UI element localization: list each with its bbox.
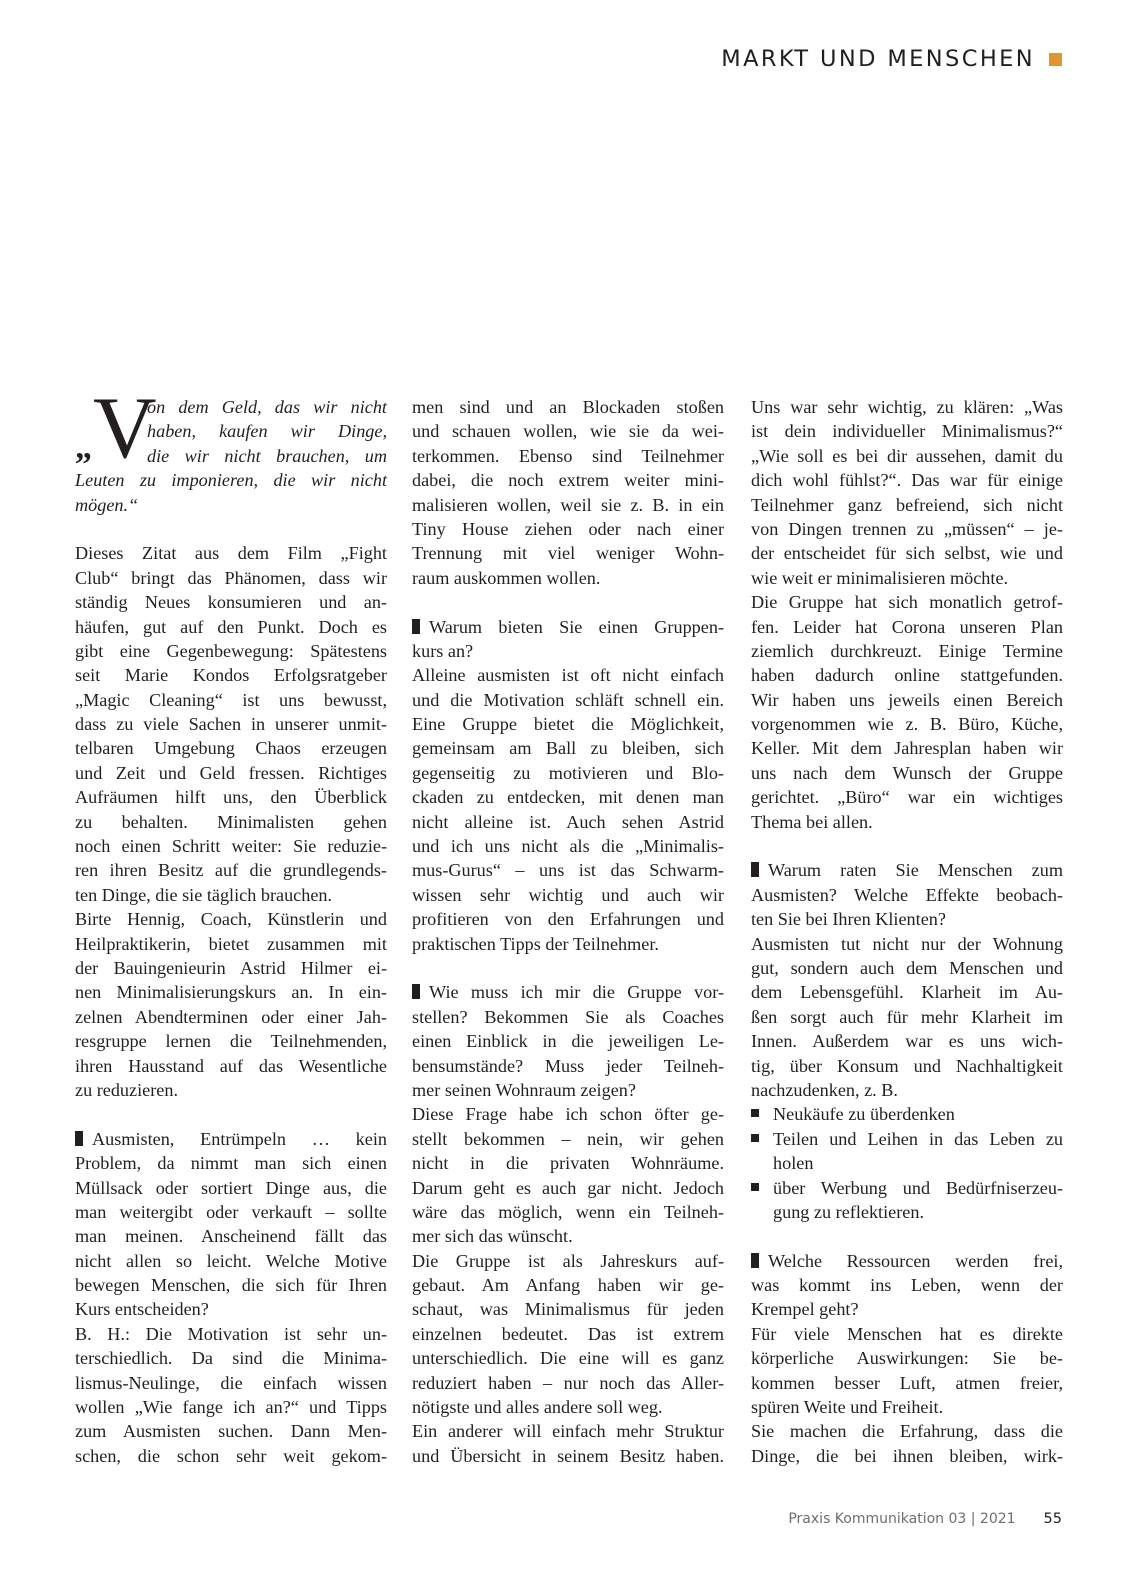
text-line: wollen „Wie fange ich an?“ und Tipps xyxy=(75,1397,387,1418)
text-line: Dinge, die bei ihnen bleiben, wirk- xyxy=(751,1445,1063,1466)
text-line: Kurs entscheiden? xyxy=(75,1299,209,1320)
bullet-list xyxy=(751,1102,1063,1224)
text-line: Alleine ausmisten ist oft nicht einfach xyxy=(412,665,724,686)
question-marker-icon xyxy=(412,619,420,634)
text-line: wissen sehr wichtig und auch wir xyxy=(412,884,724,905)
interview-answer-3b xyxy=(412,1249,724,1420)
text-line: „Magic Cleaning“ ist uns bewusst, xyxy=(75,689,387,710)
text-line: uns nach dem Wunsch der Gruppe xyxy=(751,762,1063,783)
text-line: und die Motivation schläft schnell ein. xyxy=(412,689,724,710)
question-marker-icon xyxy=(751,1253,759,1268)
text-line: dabei, die noch extrem weiter mini- xyxy=(412,470,724,491)
text-line: terkommen. Ebenso sind Teilnehmer xyxy=(412,445,724,466)
dropcap-block xyxy=(75,380,157,477)
text-line: zu reduzieren. xyxy=(75,1079,178,1100)
text-line: Heilpraktikerin, bietet zusammen mit xyxy=(75,933,387,954)
text-line: spüren Weite und Freiheit. xyxy=(751,1397,944,1418)
text-line: kurs an? xyxy=(412,640,474,661)
text-line: seit Marie Kondos Erfolgsratgeber xyxy=(75,665,387,686)
text-line: Keller. Mit dem Jahresplan haben wir xyxy=(751,738,1063,759)
question-marker-icon xyxy=(75,1131,83,1146)
text-line: gegenseitig zu motivieren und Blo- xyxy=(412,762,724,783)
text-line: tig, über Konsum und Nachhaltigkeit xyxy=(751,1055,1063,1076)
text-line: zum Ausmisten suchen. Dann Men- xyxy=(75,1421,387,1442)
interview-question-1 xyxy=(75,1127,387,1322)
text-line: Neukäufe zu überdenken xyxy=(773,1104,955,1125)
text-line: nen Minimalisierungskurs an. In ein- xyxy=(75,982,387,1003)
text-line: Teilnehmer ganz befreiend, sich nicht xyxy=(751,494,1063,515)
interview-question-4 xyxy=(751,858,1063,931)
text-line: der entscheidet für sich selbst, wie und xyxy=(751,543,1063,564)
text-line: ten Sie bei Ihren Klienten? xyxy=(751,909,946,930)
text-line: und Zeit und Geld fressen. Richtiges xyxy=(75,762,387,783)
text-line: resgruppe lernen die Teilnehmenden, xyxy=(75,1031,387,1052)
interview-answer-3e xyxy=(751,590,1063,834)
text-line: gebaut. Am Anfang haben wir ge- xyxy=(412,1275,724,1296)
text-line: mer seinen Wohnraum zeigen? xyxy=(412,1079,636,1100)
pull-quote xyxy=(75,380,387,517)
text-line: der Bauingenieurin Astrid Hilmer ei- xyxy=(75,957,387,978)
quote-line: die wir nicht brauchen, um xyxy=(147,445,387,466)
text-line: ren ihren Besitz auf die grundlegends- xyxy=(75,860,387,881)
text-line: über Werbung und Bedürfniserzeu- xyxy=(773,1177,1063,1198)
quote-line: haben, kaufen wir Dinge, xyxy=(147,421,387,442)
text-line: Warum bieten Sie einen Gruppen- xyxy=(429,616,724,637)
text-line: Problem, da nimmt man sich einen xyxy=(75,1153,387,1174)
text-line: ten Dinge, die sie täglich brauchen. xyxy=(75,884,333,905)
text-line: Aufräumen hilft uns, den Überblick xyxy=(75,787,387,808)
text-line: gemeinsam am Ball zu bleiben, sich xyxy=(412,738,724,759)
text-line: und schauen wollen, wie sie da wei- xyxy=(412,421,724,442)
text-line: nötigste und alles andere soll weg. xyxy=(412,1397,663,1418)
text-line: Sie machen die Erfahrung, dass die xyxy=(751,1421,1063,1442)
text-line: Die Gruppe ist als Jahreskurs auf- xyxy=(412,1250,724,1271)
interview-answer-2 xyxy=(412,663,724,956)
bullet-square-icon xyxy=(751,1127,773,1176)
text-line: telbaren Umgebung Chaos erzeugen xyxy=(75,738,387,759)
list-item xyxy=(751,1102,1063,1126)
text-line: Krempel geht? xyxy=(751,1299,859,1320)
bullet-square-icon xyxy=(751,1176,773,1225)
text-line: von Dingen trennen zu „müssen“ – je- xyxy=(751,518,1063,539)
text-line: Die Gruppe hat sich monatlich getrof- xyxy=(751,592,1063,613)
text-line: vorgenommen wie z. B. Büro, Küche, xyxy=(751,714,1063,735)
text-line: nachzudenken, z. B. xyxy=(751,1079,898,1100)
text-line: profitieren von den Erfahrungen und xyxy=(412,909,724,930)
interview-answer-4 xyxy=(751,932,1063,1103)
text-line: dich wohl fühlst?“. Das war für einige xyxy=(751,470,1063,491)
quote-line: on dem Geld, das wir nicht xyxy=(147,397,387,417)
section-title: MARKT UND MENSCHEN xyxy=(721,46,1035,72)
text-line: unterschiedlich. Die eine will es ganz xyxy=(412,1348,724,1369)
text-line: ziemlich durchkreuzt. Einige Termine xyxy=(751,640,1063,661)
text-line: Für viele Menschen hat es direkte xyxy=(751,1323,1063,1344)
text-line: gerichtet. „Büro“ war ein wichtiges xyxy=(751,787,1063,808)
text-line: dass zu viele Sachen in unserer unmit- xyxy=(75,714,387,735)
text-line: Wie muss ich mir die Gruppe vor- xyxy=(429,982,724,1003)
text-line: stellt bekommen – nein, wir gehen xyxy=(412,1128,724,1149)
text-line: terschiedlich. Da sind die Minima- xyxy=(75,1348,387,1369)
page-number: 55 xyxy=(1043,1511,1062,1527)
text-line: Ausmisten tut nicht nur der Wohnung xyxy=(751,933,1063,954)
text-line: zu behalten. Minimalisten gehen xyxy=(75,811,387,832)
interview-answer-3d xyxy=(751,395,1063,590)
text-line: schaut, was Minimalismus für jeden xyxy=(412,1299,724,1320)
text-line: ckaden zu entdecken, mit denen man xyxy=(412,787,724,808)
text-line: wäre das möglich, wenn ein Teilneh- xyxy=(412,1201,724,1222)
text-line: gung zu reflektieren. xyxy=(773,1201,924,1222)
text-line: Darum geht es auch gar nicht. Jedoch xyxy=(412,1177,724,1198)
column-1 xyxy=(75,380,387,1468)
interview-question-3 xyxy=(412,980,724,1102)
text-line: wie weit er minimalisieren möchte. xyxy=(751,567,1009,588)
text-line: reduziert haben – nur noch das Aller- xyxy=(412,1372,724,1393)
text-line: Uns war sehr wichtig, zu klären: „Was xyxy=(751,397,1063,417)
text-line: und ich uns nicht als die „Minimalis- xyxy=(412,836,724,857)
text-line: Teilen und Leihen in das Leben zu xyxy=(773,1128,1063,1149)
text-line: Diese Frage habe ich schon öfter ge- xyxy=(412,1104,724,1125)
text-line: lismus-Neulinge, die einfach wissen xyxy=(75,1372,387,1393)
text-line: schen, die schon sehr weit gekom- xyxy=(75,1445,387,1466)
text-line: gut, sondern auch dem Menschen und xyxy=(751,957,1063,978)
quote-line: Leuten zu imponieren, die wir nicht xyxy=(75,470,387,491)
text-line: man meinen. Anscheinend fällt das xyxy=(75,1226,387,1247)
text-line: nicht alleine ist. Auch sehen Astrid xyxy=(412,811,724,832)
text-line: Warum raten Sie Menschen zum xyxy=(768,860,1063,881)
text-line: Eine Gruppe bietet die Möglichkeit, xyxy=(412,714,724,735)
text-line: praktischen Tipps der Teilnehmer. xyxy=(412,933,659,954)
text-line: B. H.: Die Motivation ist sehr un- xyxy=(75,1323,387,1344)
question-marker-icon xyxy=(412,984,420,999)
column-3 xyxy=(751,395,1063,1468)
interview-answer-1 xyxy=(75,1322,387,1468)
quote-open-mark: „ xyxy=(75,429,92,466)
text-line: malisieren wollen, weil sie z. B. in ein xyxy=(412,494,724,515)
text-line: kommen besser Luft, atmen freier, xyxy=(751,1372,1063,1393)
text-line: einzelnen bedeutet. Das ist extrem xyxy=(412,1323,724,1344)
interview-answer-1-continued xyxy=(412,395,724,590)
column-2 xyxy=(412,395,724,1468)
text-line: raum auskommen wollen. xyxy=(412,567,601,588)
interview-answer-5b xyxy=(751,1419,1063,1468)
publication-name: Praxis Kommunikation 03 | 2021 xyxy=(788,1511,1016,1527)
dropcap-letter: V xyxy=(93,380,157,477)
text-line: mus-Gurus“ – uns ist das Schwarm- xyxy=(412,860,724,881)
text-line: Trennung mit viel weniger Wohn- xyxy=(412,543,724,564)
quote-line: mögen.“ xyxy=(75,494,139,515)
text-line: fen. Leider hat Corona unseren Plan xyxy=(751,616,1063,637)
text-line: ständig Neues konsumieren und an- xyxy=(75,592,387,613)
text-line: Thema bei allen. xyxy=(751,811,873,832)
page-footer xyxy=(788,1511,1062,1527)
question-marker-icon xyxy=(751,862,759,877)
text-line: bewegen Menschen, die sich für Ihren xyxy=(75,1275,387,1296)
interview-question-2 xyxy=(412,615,724,664)
text-line: mer sich das wünscht. xyxy=(412,1226,573,1247)
text-line: häufen, gut auf den Punkt. Doch es xyxy=(75,616,387,637)
list-item xyxy=(751,1176,1063,1225)
text-line: einen Einblick in die jeweiligen Le- xyxy=(412,1031,724,1052)
text-line: ihren Hausstand auf das Wesentliche xyxy=(75,1055,387,1076)
text-line: Innen. Außerdem war es uns wich- xyxy=(751,1031,1063,1052)
text-line: Club“ bringt das Phänomen, dass wir xyxy=(75,567,387,588)
text-line: was kommt ins Leben, wenn der xyxy=(751,1275,1063,1296)
text-line: Welche Ressourcen werden frei, xyxy=(768,1250,1063,1271)
text-line: haben dadurch online stattgefunden. xyxy=(751,665,1063,686)
text-line: ßen sorgt auch für mehr Klarheit im xyxy=(751,1006,1063,1027)
text-line: Birte Hennig, Coach, Künstlerin und xyxy=(75,909,387,930)
text-line: Dieses Zitat aus dem Film „Fight xyxy=(75,543,387,564)
text-line: ist dein individueller Minimalismus?“ xyxy=(751,421,1063,442)
intro-paragraph-2 xyxy=(75,907,387,1102)
text-line: Müllsack oder sortiert Dinge aus, die xyxy=(75,1177,387,1198)
text-line: gibt eine Gegenbewegung: Spätestens xyxy=(75,640,387,661)
text-line: Ausmisten? Welche Effekte beobach- xyxy=(751,884,1063,905)
text-line: noch einen Schritt weiter: Sie reduzie- xyxy=(75,836,387,857)
list-item xyxy=(751,1127,1063,1176)
text-line: Ein anderer will einfach mehr Struktur xyxy=(412,1421,724,1442)
text-line: bensumstände? Muss jeder Teilneh- xyxy=(412,1055,724,1076)
text-line: man weitergibt oder verkauft – sollte xyxy=(75,1201,387,1222)
text-line: men sind und an Blockaden stoßen xyxy=(412,397,724,417)
text-line: dem Lebensgefühl. Klarheit im Au- xyxy=(751,982,1063,1003)
text-line: zelnen Abendterminen oder einer Jah- xyxy=(75,1006,387,1027)
text-line: und Übersicht in seinem Besitz haben. xyxy=(412,1445,724,1466)
interview-answer-5 xyxy=(751,1322,1063,1420)
intro-paragraph xyxy=(75,541,387,907)
text-line: Wir haben uns jeweils einen Bereich xyxy=(751,689,1063,710)
interview-answer-3 xyxy=(412,1102,724,1248)
text-line: nicht in die privaten Wohnräume. xyxy=(412,1153,724,1174)
text-line: Ausmisten, Entrümpeln … kein xyxy=(92,1128,387,1149)
accent-square-icon xyxy=(1049,53,1062,66)
section-header xyxy=(721,46,1062,72)
text-line: holen xyxy=(773,1153,814,1174)
interview-answer-3c xyxy=(412,1419,724,1468)
text-line: Tiny House ziehen oder nach einer xyxy=(412,518,724,539)
text-line: nicht allen so leicht. Welche Motive xyxy=(75,1250,387,1271)
text-line: körperliche Auswirkungen: Sie be- xyxy=(751,1348,1063,1369)
bullet-square-icon xyxy=(751,1102,773,1126)
text-line: stellen? Bekommen Sie als Coaches xyxy=(412,1006,724,1027)
interview-question-5 xyxy=(751,1249,1063,1322)
text-line: „Wie soll es bei dir aussehen, damit du xyxy=(751,445,1063,466)
